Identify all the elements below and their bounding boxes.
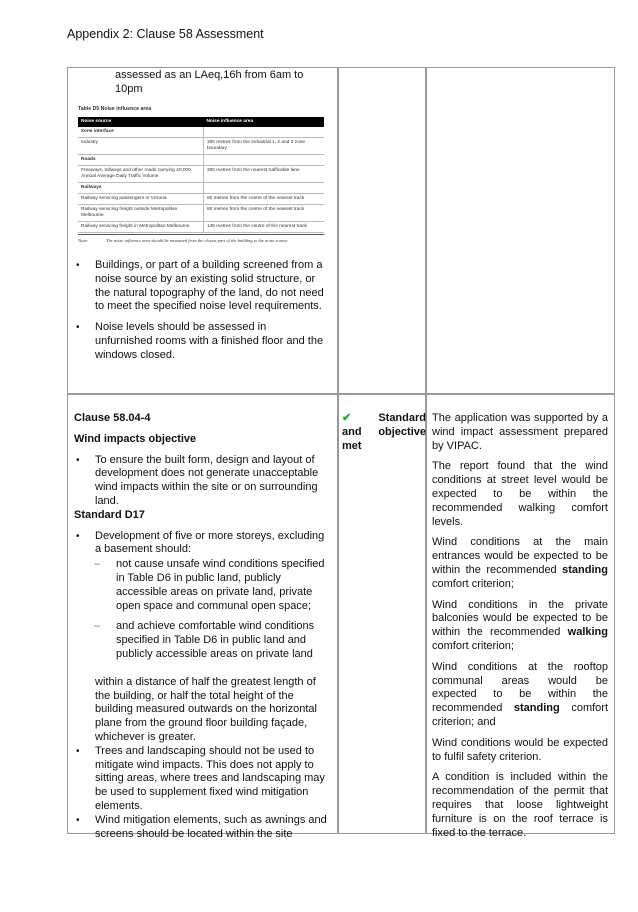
noise-source: Freeways, tollways and other roads carrying 40,000 Annual Average Daily Traffic Volume	[78, 166, 203, 183]
standard-bullet: • Development of five or more storeys, excluding a basement should:	[74, 530, 332, 558]
noise-source: Industry	[78, 138, 203, 155]
table-row	[78, 205, 324, 222]
noise-source: Railway servicing freight outside Metropolitan Melbourne	[78, 205, 203, 222]
assessment-paragraph: Wind conditions at the rooftop communal areas would be expected to be within the recommended standing comfort criterion; and	[432, 660, 609, 728]
assessment-paragraph: The report found that the wind conditions at street level would be expected to be within the recommended walking comfort levels.	[432, 460, 608, 528]
noise-influence-table-image	[78, 106, 324, 244]
row-divider	[68, 393, 614, 395]
assessment-cell	[432, 412, 608, 847]
table-row	[78, 138, 324, 155]
dash-item: – and achieve comfortable wind conditions specified in Table D6 in public land and publicly accessible areas on private land	[74, 620, 332, 661]
row1-bullets	[74, 259, 332, 363]
check-icon: ✔	[342, 412, 352, 424]
assessment-paragraph: The application was supported by a wind impact assessment prepared by VIPAC.	[432, 412, 608, 452]
bullet-item: • Noise levels should be assessed in unfurnished rooms with a finished floor and the windows closed.	[74, 321, 324, 362]
noise-table-section: Zone interface	[78, 127, 203, 138]
table-row	[78, 194, 324, 205]
page-header: Appendix 2: Clause 58 Assessment	[67, 27, 264, 41]
intro-text: assessed as an LAeq,16h from 6am to 10pm	[115, 69, 304, 95]
table-row	[78, 166, 324, 183]
assessment-paragraph: Wind conditions would be expected to fulfil safety criterion.	[432, 736, 608, 763]
objective-bullet: • To ensure the built form, design and layout of development does not generate unacceptable wind impacts within the site or on surrounding land.	[74, 454, 332, 509]
bullet-item: • Buildings, or part of a building screened from a noise source by an existing solid structure, or the natural topography of the land, do not need to meet the specified noise level requirements.	[74, 259, 324, 314]
status-label: Standard and objective met	[342, 412, 426, 452]
table-row	[78, 222, 324, 233]
noise-table-header: Noise influence area	[203, 117, 324, 127]
objective-heading: Wind impacts objective	[74, 432, 197, 445]
noise-table-section: Railways	[78, 183, 203, 194]
bullet-item: • Trees and landscaping should not be used to mitigate wind impacts. This does not apply to sitting areas, where trees and landscaping may be used to supplement fixed wind mitigation elements.	[74, 745, 332, 814]
dash-item: – not cause unsafe wind conditions specified in Table D6 in public land, publicly accessible areas on private land, private open space and communal open space;	[74, 558, 332, 613]
column-divider	[337, 68, 339, 833]
noise-source: Railway servicing freight in Metropolitan Melbourne	[78, 222, 203, 233]
standard-heading: Standard D17	[74, 508, 145, 521]
bullet-item: • Wind mitigation elements, such as awnings and screens should be located within the site	[74, 814, 332, 842]
noise-table-section: Roads	[78, 155, 203, 166]
influence-area: 80 metres from the centre of the nearest track	[203, 194, 324, 205]
assessment-paragraph: Wind conditions in the private balconies would be expected to be within the recommended walking comfort criterion;	[432, 598, 608, 652]
noise-table-note	[78, 238, 324, 244]
influence-area: 135 metres from the centre of the nearest track	[203, 222, 324, 233]
assessment-paragraph: Wind conditions at the main entrances would be expected to be within the recommended standing comfort criterion;	[432, 536, 608, 590]
note-label: Note:	[78, 238, 88, 243]
noise-table-title: Table D5 Noise influence area	[78, 106, 152, 112]
row2-requirement-cell	[74, 412, 332, 841]
noise-source: Railway servicing passengers in Victoria	[78, 194, 203, 205]
continuation-text: within a distance of half the greatest length of the building, or half the total height of the building measured outwards on the horizontal plane from the ground floor building façade, whichever is greater.	[95, 675, 317, 743]
noise-table-header: Noise source	[78, 117, 203, 127]
note-text: The noise influence area should be measured from the closest part of the building to the noise source.	[106, 238, 289, 243]
influence-area: 300 metres from the Industrial 1, 2 and 3 zone boundary	[203, 138, 324, 155]
assessment-table	[67, 67, 615, 840]
clause-heading: Clause 58.04-4	[74, 412, 151, 424]
assessment-paragraph: A condition is included within the recommendation of the permit that requires that loose lightweight furniture is on the roof terrace is fixed to the terrace.	[432, 771, 608, 839]
row1-requirement-cell	[74, 69, 332, 97]
influence-area: 80 metres from the centre of the nearest track	[203, 205, 324, 222]
compliance-status	[342, 412, 426, 453]
influence-area: 300 metres from the nearest trafficable lane	[203, 166, 324, 183]
